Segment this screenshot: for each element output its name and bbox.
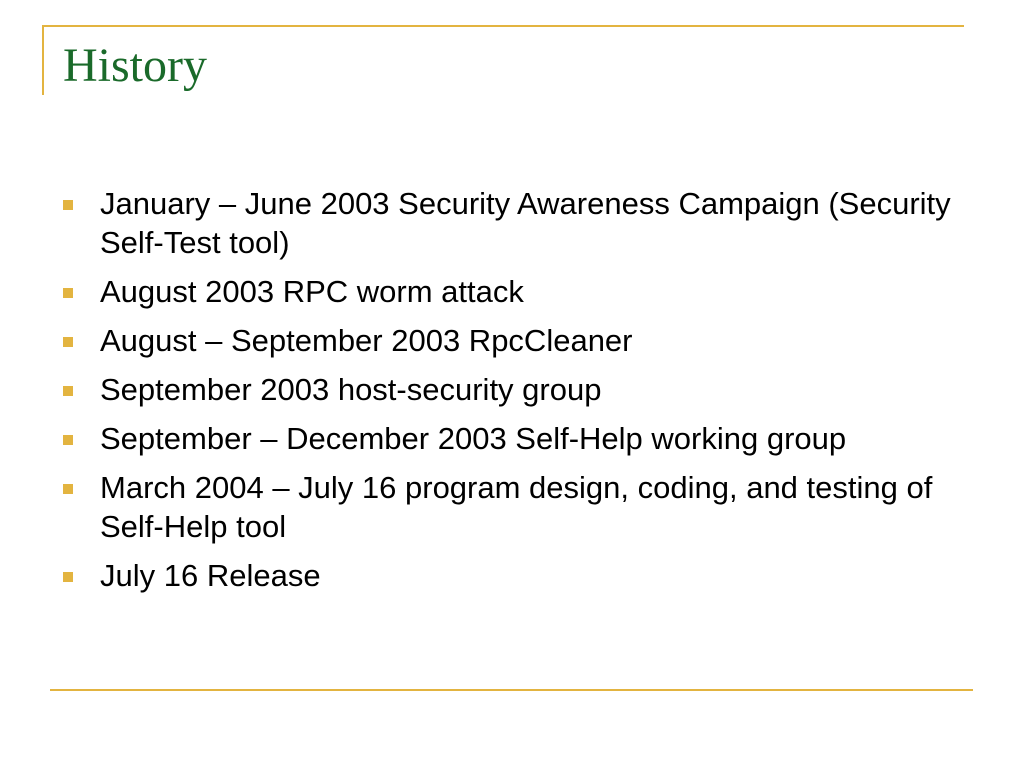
bullet-item [100, 556, 980, 595]
bullet-text: September 2003 host-security group [100, 372, 602, 407]
bullet-item [100, 370, 980, 409]
bullet-text: August – September 2003 RpcCleaner [100, 323, 633, 358]
square-bullet-icon [63, 288, 73, 298]
bullet-item [100, 468, 980, 546]
frame-left-line [42, 25, 44, 95]
square-bullet-icon [63, 435, 73, 445]
square-bullet-icon [63, 337, 73, 347]
bullet-item [100, 272, 980, 311]
bullet-text: July 16 Release [100, 558, 321, 593]
bullet-text: August 2003 RPC worm attack [100, 274, 524, 309]
square-bullet-icon [63, 386, 73, 396]
bullet-text: January – June 2003 Security Awareness Campaign (Security Self-Test tool) [100, 186, 951, 260]
bullet-item [100, 419, 980, 458]
slide-title: History [63, 39, 207, 92]
frame-top-line [43, 25, 964, 27]
bullet-text: September – December 2003 Self-Help working group [100, 421, 847, 456]
frame-bottom-line [50, 689, 973, 691]
square-bullet-icon [63, 572, 73, 582]
bullet-item [100, 321, 980, 360]
bullet-text: March 2004 – July 16 program design, coding, and testing of Self-Help tool [100, 470, 933, 544]
square-bullet-icon [63, 200, 73, 210]
square-bullet-icon [63, 484, 73, 494]
bullet-list [100, 184, 980, 605]
bullet-item [100, 184, 980, 262]
